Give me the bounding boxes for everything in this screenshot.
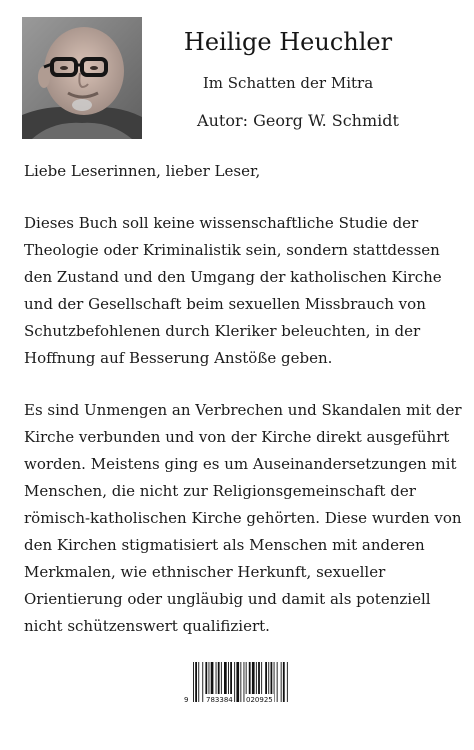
isbn-digit-first: 9 <box>184 696 189 704</box>
author-line: Autor: Georg W. Schmidt <box>197 111 399 130</box>
blurb-text <box>24 158 464 665</box>
isbn-digits-middle: 783384 <box>206 696 233 704</box>
book-subtitle: Im Schatten der Mitra <box>202 74 374 92</box>
isbn-digits <box>183 694 293 706</box>
paragraph-2: Es sind Unmengen an Verbrechen und Skandalen mit der Kirche verbunden und von der Kirche direkt ausgeführt worden. Meistens ging es um Auseinandersetzungen mit Menschen, die nicht zur Religionsgemeinschaft der römisch-katholischen Kirche gehörten. Diese wurden von den Kirchen stigmatisiert als Menschen mit anderen Merkmalen, wie ethnischer Herkunft, sexueller Orientierung oder ungläubig und damit als potenziell nicht schützenswert qualifiziert. <box>24 401 462 635</box>
book-title: Heilige Heuchler <box>183 28 393 56</box>
paragraph-1: Dieses Buch soll keine wissenschaftliche Studie der Theologie oder Kriminalistik sein, sondern stattdessen den Zustand und den Umgang der katholischen Kirche und der Gesellschaft beim sexuellen Missbrauch von Schutzbefohlenen durch Kleriker beleuchten, in der Hoffnung auf Besserung Anstöße geben. <box>24 214 442 367</box>
isbn-digits-last: 020925 <box>246 696 273 704</box>
salutation: Liebe Leserinnen, lieber Leser, <box>24 162 261 180</box>
author-photo <box>22 17 142 139</box>
